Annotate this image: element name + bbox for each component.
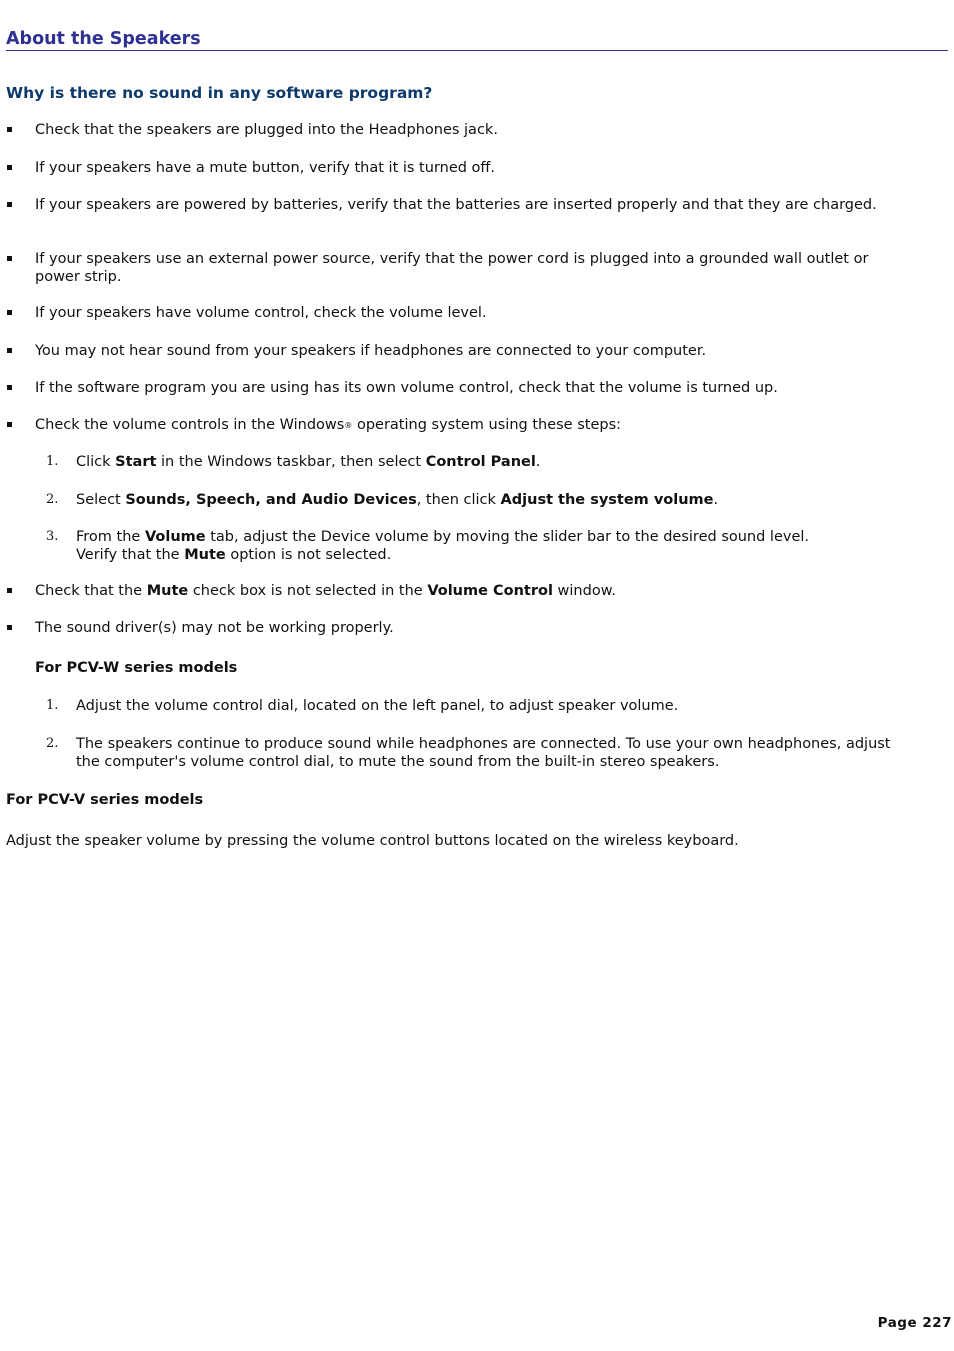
square-bullet-icon	[7, 385, 12, 390]
pcv-v-heading: For PCV-V series models	[6, 792, 204, 808]
step-number: 3.	[46, 529, 59, 544]
numbered-step	[46, 697, 906, 715]
square-bullet-icon	[7, 310, 12, 315]
list-item-windows-volume	[6, 416, 916, 435]
list-item	[6, 250, 916, 286]
list-item-text: The sound driver(s) may not be working properly.	[35, 620, 394, 636]
step-text: Select Sounds, Speech, and Audio Devices, then click Adjust the system volume.	[76, 492, 719, 508]
numbered-step	[46, 453, 906, 471]
list-item-sound-driver	[6, 619, 916, 637]
square-bullet-icon	[7, 348, 12, 353]
pcv-w-heading: For PCV-W series models	[35, 660, 238, 676]
numbered-step	[46, 528, 906, 564]
square-bullet-icon	[7, 422, 12, 427]
list-item-text: Check the volume controls in the Windows® operating system using these steps:	[35, 417, 622, 433]
step-number: 1.	[46, 698, 59, 713]
list-item-text: If your speakers have volume control, check the volume level.	[35, 305, 487, 321]
numbered-step	[46, 491, 906, 509]
registered-mark: ®	[344, 421, 353, 430]
list-item	[6, 342, 916, 360]
list-item	[6, 379, 916, 397]
list-item-mute-check	[6, 582, 916, 600]
page-number: Page 227	[877, 1315, 952, 1331]
step-number: 2.	[46, 736, 59, 751]
square-bullet-icon	[7, 625, 12, 630]
step-text: Click Start in the Windows taskbar, then select Control Panel.	[76, 454, 541, 470]
step-text: Adjust the volume control dial, located on the left panel, to adjust speaker volume.	[76, 698, 679, 714]
list-item-text: If your speakers use an external power source, verify that the power cord is plugged into a grounded wall outlet or power strip.	[35, 251, 869, 285]
square-bullet-icon	[7, 588, 12, 593]
list-item-text: Check that the speakers are plugged into the Headphones jack.	[35, 122, 498, 138]
square-bullet-icon	[7, 202, 12, 207]
list-item-text: If the software program you are using has its own volume control, check that the volume is turned up.	[35, 380, 778, 396]
step-text: The speakers continue to produce sound while headphones are connected. To use your own headphones, adjust the computer's volume control dial, to mute the sound from the built-in stereo speakers.	[76, 736, 891, 770]
list-item-text: If your speakers are powered by batteries, verify that the batteries are inserted properly and that they are charged.	[35, 197, 877, 213]
square-bullet-icon	[7, 165, 12, 170]
step-number: 1.	[46, 454, 59, 469]
square-bullet-icon	[7, 256, 12, 261]
list-item	[6, 121, 916, 139]
page-title: About the Speakers	[6, 29, 948, 51]
list-item-text: Check that the Mute check box is not selected in the Volume Control window.	[35, 583, 616, 599]
list-item	[6, 304, 916, 322]
list-item	[6, 159, 916, 177]
step-text: From the Volume tab, adjust the Device volume by moving the slider bar to the desired sound level. Verify that the Mute option is not selected.	[76, 529, 810, 563]
square-bullet-icon	[7, 127, 12, 132]
list-item	[6, 196, 916, 214]
list-item-text: If your speakers have a mute button, verify that it is turned off.	[35, 160, 496, 176]
section-heading: Why is there no sound in any software program?	[6, 84, 433, 102]
numbered-step	[46, 735, 906, 771]
list-item-text: You may not hear sound from your speakers if headphones are connected to your computer.	[35, 343, 707, 359]
step-number: 2.	[46, 492, 59, 507]
pcv-v-text: Adjust the speaker volume by pressing the volume control buttons located on the wireless keyboard.	[6, 833, 739, 849]
